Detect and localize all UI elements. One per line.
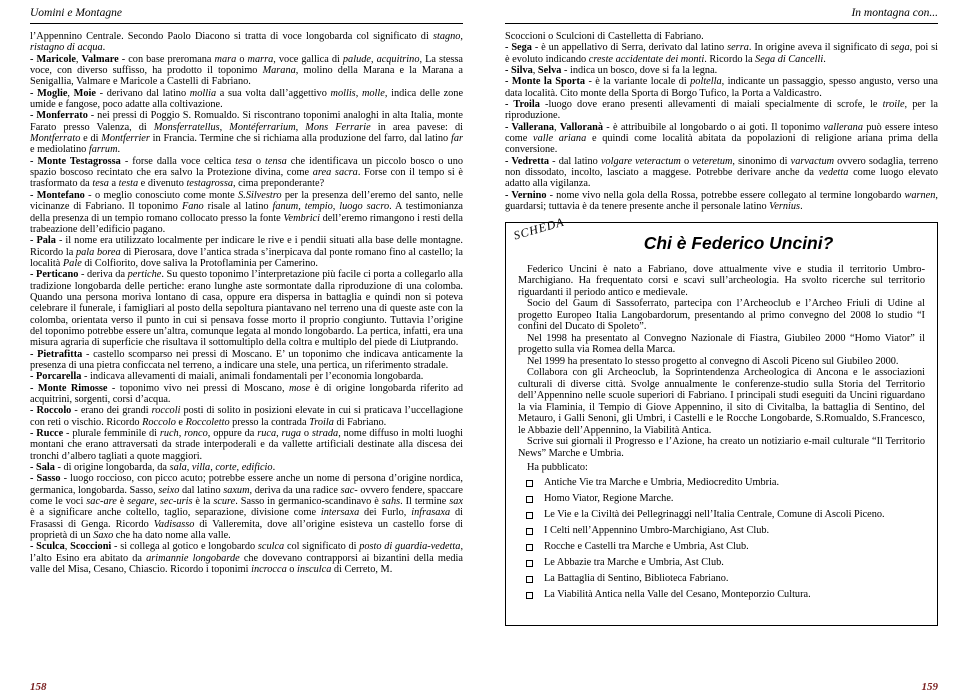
page-number-left: 158 bbox=[30, 681, 47, 693]
right-page bbox=[483, 0, 966, 699]
scheda-paragraph: Nel 1999 ha presentato lo stesso progetto al convegno di Ascoli Piceno sul Giubileo 2000. bbox=[527, 355, 899, 367]
list-item: Le Abbazie tra Marche e Umbria, Ast Club. bbox=[518, 557, 925, 569]
list-item: Antiche Vie tra Marche e Umbria, Mediocredito Umbria. bbox=[518, 477, 925, 489]
scheda-box bbox=[505, 214, 938, 626]
paragraph: - Vallerana, Valloranà - è attribuibile al longobardo o ai goti. Il toponimo vallerana può essere inteso come valle ariana e quindi come località abitata da popolazioni di religione ariana prima della conversione. bbox=[505, 121, 939, 156]
paragraph: - Rucce - plurale femminile di ruch, ronco, oppure da ruca, ruga o strada, nome diffuso in molti luoghi montani che erano attraversati da strade interpoderali e da vallette artificiali destinate alla discesa dei tronchi d’albero tagliati a quote maggiori. bbox=[30, 428, 463, 462]
scheda-paragraph: Socio del Gaum di Sassoferrato, partecipa con l’Archeoclub e l’Archeo Friuli di Udine al progetto Europeo Italia Langobardorum, presentando al primo convegno del 2008 lo studio “I confini del Ducato di Spoleto”. bbox=[518, 298, 925, 332]
scheda-title: Chi è Federico Uncini? bbox=[643, 232, 834, 253]
paragraph: - Perticano - deriva da pertiche. Su questo toponimo l’interpretazione più facile ci porta a collegarlo alla tradizione longobarda delle pertiche: erano lunghe aste sormontate dalla riproduzione di una colomba. Quando una persona moriva lontano di casa, oppure era dispersa in battaglia e quindi non si poteva celebrare il funerale, i famigliari al posto della sepoltura piantavano nel terreno una di queste aste con la colomba, orientata verso il punto in cui si pensava fosse morto il proprio congiunto. Tuttavia l’origine del toponimo potrebbe essere un’altra, comunque legata al mondo longobardo. La pertica, infatti, era una misura agraria di superficie che risultava il sottomultiplo della coltra e multiplo del piede di Liutprando. bbox=[30, 269, 463, 349]
paragraph: l’Appennino Centrale. Secondo Paolo Diacono si tratta di voce longobarda col significato di stagno, ristagno di acqua. bbox=[30, 31, 463, 54]
paragraph: - Montefano - o meglio conosciuto come monte S.Silvestro per la presenza dell’eremo del santo, nelle vicinanze di Fabriano. Il toponimo Fano risale al latino fanum, tempio, luogo sacro. A testimonianza della presenza di un tempio romano collocato presso la fonte Vembrici dell’eremo rimangono i resti della trabeazione dell’edificio pagano. bbox=[30, 189, 463, 235]
list-item: La Battaglia di Sentino, Biblioteca Fabriano. bbox=[518, 573, 925, 585]
paragraph: - Monte la Sporta - è la variante locale di poltella, indicante un passaggio, spesso angusto, verso una data località. Cito monte della Sporta di Borgo Tufico, la Porta a Valdicastro. bbox=[505, 76, 939, 99]
paragraph: - Monte Rimosse - toponimo vivo nei pressi di Moscano, mose è di origine longobarda riferito ad acquitrini, sorgenti, corsi d’acqua. bbox=[30, 382, 463, 405]
paragraph: - Maricole, Valmare - con base preromana mara o marra, voce gallica di palude, acquitrino, La stessa voce, con diverso suffisso, ha prodotto il toponimo Marana, molino della Marana e la Marana a Senigallia, Valmare e Maricole a Castelli di Fabriano. bbox=[30, 53, 464, 88]
right-page-text-column bbox=[505, 31, 938, 213]
paragraph: - Porcarella - indicava allevamenti di maiali, animali fondamentali per l’economia longobarda. bbox=[30, 371, 424, 383]
publications-label: Ha pubblicato: bbox=[527, 461, 588, 473]
paragraph: - Roccolo - erano dei grandi roccoli posti di solito in posizioni elevate in cui si praticava l’uccellagione con reti o vischio. Ricordo Roccolo e Roccoletto presso la contrada Troila di Fabriano. bbox=[30, 405, 464, 428]
paragraph: - Monte Testagrossa - forse dalla voce celtica tesa o tensa che identificava un piccolo bosco o uno spazio boscoso recintato che era salvo la Protezione divina, come area sacra. Forse con il tempo si è trasformato da tesa a testa e divenuto testagrossa, cima preponderante? bbox=[30, 155, 464, 190]
paragraph: - Sala - di origine longobarda, da sala, villa, corte, edificio. bbox=[30, 462, 276, 474]
scheda-paragraph: Scrive sui giornali il Progresso e l’Azione, ha creato un notiziario e-mail culturale “Il Territorio News” Marche e Umbria. bbox=[518, 436, 925, 459]
paragraph: - Sasso - luogo roccioso, con picco acuto; potrebbe essere anche un nome di persona d’origine nordica, germanica, longobarda. Sasso, seixo dal latino saxum, deriva da una radice sac- ovvero fendere, spaccare come le voci sac-are è segare, sec-uris è la scure. Sasso in germanico-scandinavo è sahs. Il termine sax è a significare anche coltello, taglio, separazione, divisione come intersaxa dei Furlo, infrasaxa di Frasassi di Genga. Ricordo Vadisasso di Valleremita, dove all’origine esisteva un castello forse di proprietà di un Saxo che ha dato nome alla valle. bbox=[30, 473, 464, 542]
scheda-tab-label: SCHEDA bbox=[512, 214, 566, 242]
running-head-left: Uomini e Montagne bbox=[30, 6, 463, 24]
list-item: Homo Viator, Regione Marche. bbox=[518, 493, 925, 505]
paragraph: - Monferrato - nei pressi di Poggio S. Romualdo. Si riscontrano toponimi analoghi in alta Italia, monte Farato presso Valenza, di Monsferratellus, Montéferrarium, Mons Ferrarie in area pavese: di Montferrato e di Montferrier in Francia. Termine che si richiama alla produzione del farro, dal latino far e mediolatino farrum. bbox=[30, 110, 463, 156]
paragraph: - Moglie, Moie - derivano dal latino mollia a sua volta dall’aggettivo mollis, molle, indica delle zone umide e fangose, poco adatte alla coltivazione. bbox=[30, 87, 464, 111]
publications-list bbox=[518, 477, 925, 601]
scheda-paragraph: Nel 1998 ha presentato al Convegno Nazionale di Fiastra, Giubileo 2000 “Homo Viator” il progetto sulla via Romea della Marca. bbox=[518, 332, 925, 355]
running-head-right: In montagna con... bbox=[505, 6, 938, 24]
scheda-paragraph: Collabora con gli Archeoclub, la Soprintendenza Archeologica di Ancona e le associazioni culturali di diverse città. Svolge annualmente le conferenze-studio sulla Storia del Territorio dell’Appennino nelle scuole superiori di Fabriano. I principali studi eseguiti da Uncini riguardano la via Flaminia, il Tempio di Giove Appennino, il sito di Civitalba, la battaglia di Sentino, del Metauro, i Galli Senoni, gli Umbri, i Castelli e le Rocche Longobarde, S.Romualdo, S.Francesco, le Abbazie dell’Appennino, la Viabilità Antica. bbox=[518, 367, 925, 436]
paragraph: - Silva, Selva - indica un bosco, dove si fa la legna. bbox=[505, 65, 718, 77]
list-item: La Viabilità Antica nella Valle del Cesano, Monteporzio Cultura. bbox=[518, 589, 925, 601]
page-number-right: 159 bbox=[921, 681, 938, 693]
paragraph: - Sega - è un appellativo di Serra, derivato dal latino serra. In origine aveva il significato di sega, poi si è evoluto indicando creste accidentate dei monti. Ricordo la Sega di Cancelli. bbox=[505, 42, 939, 65]
paragraph: - Pala - il nome era utilizzato localmente per indicare le rive e i pendii situati alla base delle montagne. Ricordo la pala borea di Pierosara, dove l’antica strada s’inerpicava dal ponte romano fino al castello; la località Pale di Colfiorito, dove saliva la Protoflaminia per Camerino. bbox=[30, 235, 464, 269]
left-page-text-column bbox=[30, 31, 463, 576]
list-item: Rocche e Castelli tra Marche e Umbria, Ast Club. bbox=[518, 541, 925, 553]
list-item: Le Vie e la Civiltà dei Pellegrinaggi nell’Italia Centrale, Comune di Ascoli Piceno. bbox=[518, 509, 925, 521]
paragraph: - Sculca, Scoccioni - si collega al gotico e longobardo sculca col significato di posto di guardia-vedetta, l’alto Esino era abitato da arimannie longobarde che dovevano contrapporsi ai bizantini della media valle del Misa, Cesano, Chiascio. Ricordo i toponimi incrocca o insculca di Cerreto, M. bbox=[30, 541, 464, 576]
scheda-body bbox=[518, 264, 925, 601]
paragraph: Scoccioni o Sculcioni di Castelletta di Fabriano. bbox=[505, 31, 704, 42]
paragraph: - Troila -luogo dove erano presenti allevamenti di maiali specialmente di scrofe, le troile, per la riproduzione. bbox=[505, 99, 938, 122]
paragraph: - Pietrafitta - castello scomparso nei pressi di Moscano. E’ un toponimo che indicava anticamente la presenza di una pietra conficcata nel terreno, a indicare una stele, una pertica, un riferimento stradale. bbox=[30, 348, 463, 371]
paragraph: - Vernino - nome vivo nella gola della Rossa, potrebbe essere collegato al termine longobardo warnen, guardarsi; tuttavia è da tenere presente anche il personale latino Vernius. bbox=[505, 189, 938, 213]
paragraph: - Vedretta - dal latino volgare veteractum o veteretum, sinonimo di varvactum ovvero sodaglia, terreno non dissodato, incolto, lasciato a maggese. Potrebbe derivare anche da vedetta come luogo elevato adatto alla vigilanza. bbox=[505, 155, 939, 190]
scheda-paragraph: Federico Uncini è nato a Fabriano, dove attualmente vive e studia il territorio Umbro-Marchigiano. Ha frequentato corsi e scavi sull’archeologia. Ha svolto ricerche sul territorio riguardanti il periodo antico e medievale. bbox=[518, 263, 925, 298]
list-item: I Celti nell’Appennino Umbro-Marchigiano, Ast Club. bbox=[518, 525, 925, 537]
